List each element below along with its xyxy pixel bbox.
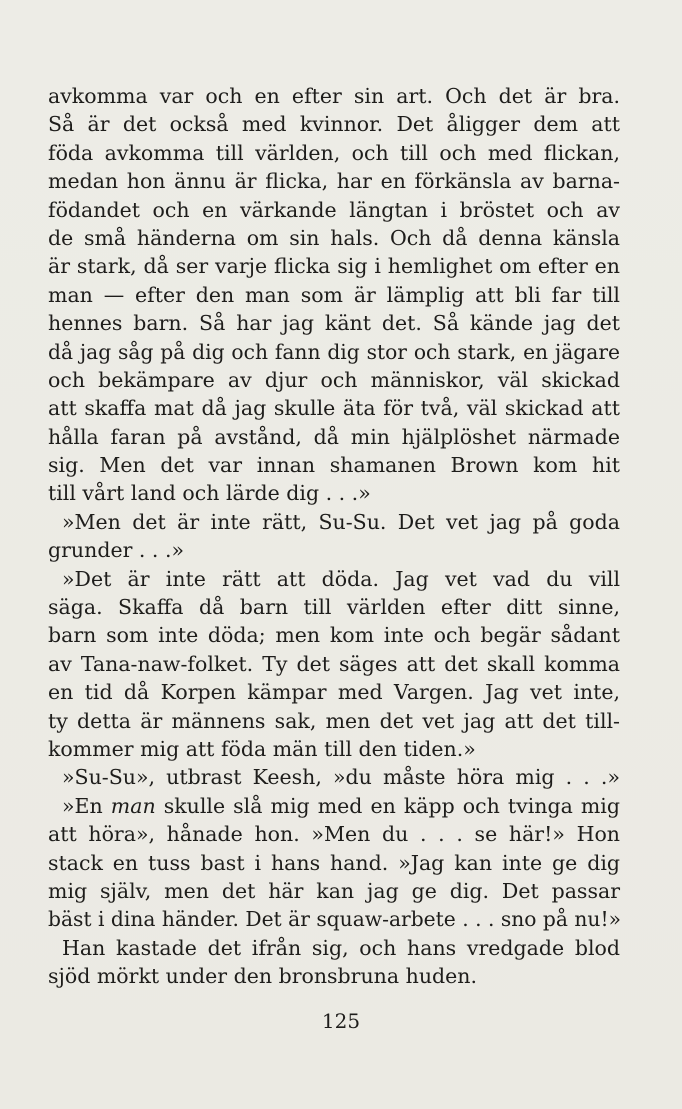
text-line: avkomma var och en efter sin art. Och det är bra.	[48, 84, 620, 108]
text-line: Så är det också med kvinnor. Det åligger dem att	[48, 112, 620, 137]
text-line: föda avkomma till världen, och till och med flickan,	[48, 140, 620, 165]
text-line: mig själv, men det här kan jag ge dig. Det passar	[48, 878, 620, 903]
text-line: ty detta är männens sak, men det vet jag att det till-	[48, 708, 620, 733]
body-text	[48, 82, 620, 991]
page-number: 125	[321, 1009, 361, 1033]
text-line: är stark, då ser varje flicka sig i hemlighet om efter en	[48, 254, 620, 279]
text-line: medan hon ännu är flicka, har en förkänsla av barna-	[48, 169, 620, 194]
text-line: till vårt land och lärde dig . . .»	[48, 481, 371, 506]
text-line: och bekämpare av djur och människor, väl skickad	[48, 367, 620, 392]
text-line: Han kastade det ifrån sig, och hans vredgade blod	[62, 935, 620, 960]
text-line: hålla faran på avstånd, då min hjälplöshet närmade	[48, 424, 620, 449]
text-line: av Tana-naw-folket. Ty det säges att det skall komma	[48, 651, 620, 676]
text-line: kommer mig att föda män till den tiden.»	[48, 736, 476, 761]
text-line: hennes barn. Så har jag känt det. Så kände jag det	[48, 311, 620, 336]
text-line: födandet och en värkande längtan i bröstet och av	[48, 197, 620, 222]
text-line: säga. Skaffa då barn till världen efter ditt sinne,	[48, 595, 620, 620]
text-line: man — efter den man som är lämplig att bli far till	[48, 282, 620, 307]
text-segment: skulle slå mig med en käpp och tvinga mig	[155, 793, 620, 818]
text-line: grunder . . .»	[48, 538, 185, 563]
text-line: att höra», hånade hon. »Men du . . . se här!» Hon	[48, 822, 620, 847]
text-line: stack en tuss bast i hans hand. »Jag kan inte ge dig	[48, 850, 620, 875]
text-line: då jag såg på dig och fann dig stor och stark, en jägare	[48, 339, 620, 364]
text-line	[48, 792, 620, 820]
text-line: att skaffa mat då jag skulle äta för två, väl skickad att	[48, 396, 620, 421]
emphasis-word: man	[110, 793, 156, 818]
text-line: »Su-Su», utbrast Keesh, »du måste höra mig . . .»	[62, 765, 620, 790]
text-line: sig. Men det var innan shamanen Brown kom hit	[48, 453, 620, 478]
text-line: »Men det är inte rätt, Su-Su. Det vet jag på goda	[62, 509, 620, 534]
text-line: barn som inte döda; men kom inte och begär sådant	[48, 623, 620, 648]
text-line: sjöd mörkt under den bronsbruna huden.	[48, 964, 477, 989]
text-segment: »En	[62, 793, 111, 818]
text-line: bäst i dina händer. Det är squaw-arbete . . . sno på nu!»	[48, 907, 621, 932]
text-line: en tid då Korpen kämpar med Vargen. Jag vet inte,	[48, 680, 620, 705]
text-line: »Det är inte rätt att döda. Jag vet vad du vill	[62, 566, 620, 591]
text-line: de små händerna om sin hals. Och då denna känsla	[48, 225, 620, 250]
